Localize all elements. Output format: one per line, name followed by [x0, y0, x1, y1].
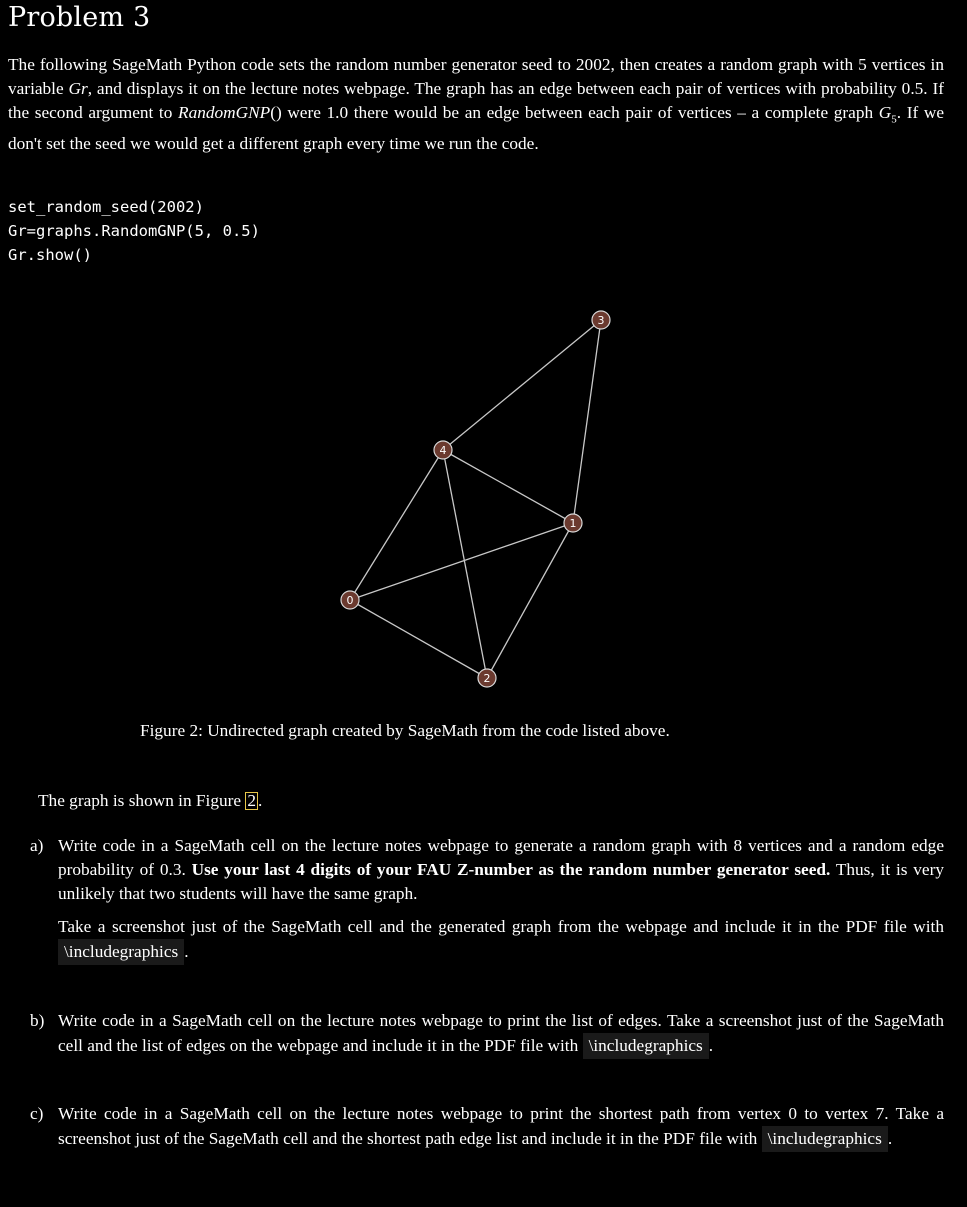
graph-edge-4-2 — [443, 450, 487, 678]
graph-vertex-3 — [592, 311, 610, 329]
vertex-label: 2 — [483, 672, 491, 685]
intro-text-1: The following SageMath Python code sets the random number generator seed to 2002, then creates a random graph with 5 vertices in variable — [8, 55, 944, 99]
intro-text-4: . If we don't set the seed we would get a different graph every time we run the code. — [8, 103, 944, 154]
graph-vertex-1 — [564, 514, 582, 532]
item-a-text-3: Take a screenshot just of the SageMath cell and the generated graph from the webpage and include it in the PDF file with — [58, 916, 944, 936]
graph-edge-0-1 — [350, 523, 573, 600]
graph-edge-0-4 — [350, 450, 443, 600]
vertex-label: 3 — [597, 314, 605, 327]
includegraphics-code: \includegraphics — [58, 939, 184, 965]
graph-edge-0-2 — [350, 600, 487, 678]
graph-nodes — [341, 311, 610, 687]
item-a-text-2: Thus, it is very unlikely that two students will have the same graph. — [58, 860, 944, 904]
item-b-text-1: Write code in a SageMath cell on the lecture notes webpage to print the list of edges. Take a screenshot just of the SageMath cell and the list of edges on the webpage and include it in the PDF file with — [58, 1011, 944, 1056]
figure-caption: Figure 2: Undirected graph created by SageMath from the code listed above. — [140, 721, 670, 740]
graph-edge-4-3 — [443, 320, 601, 450]
item-c — [30, 1102, 944, 1152]
code-line: Gr.show() — [8, 246, 92, 264]
graph-edge-4-1 — [443, 450, 573, 523]
graph-vertex-0 — [341, 591, 359, 609]
item-b-end: . — [708, 1036, 714, 1056]
func-randomgnp: RandomGNP — [178, 103, 271, 123]
code-line: set_random_seed(2002) — [8, 198, 204, 216]
includegraphics-code: \includegraphics — [583, 1033, 709, 1059]
graph-edge-1-2 — [487, 523, 573, 678]
shown-end: . — [258, 791, 263, 810]
vertex-label: 1 — [569, 517, 577, 530]
item-c-text-1: Write code in a SageMath cell on the lecture notes webpage to print the shortest path from vertex 0 to vertex 7. Take a screenshot just of the SageMath cell and the shortest path edge list and include it in the PDF file with — [58, 1104, 944, 1149]
item-b — [30, 1009, 944, 1059]
figure-reference-link[interactable]: 2 — [247, 791, 256, 810]
code-line: Gr=graphs.RandomGNP(5, 0.5) — [8, 222, 260, 240]
graph-figure — [0, 300, 967, 700]
item-a-screenshot-text — [58, 915, 944, 965]
complete-graph-subscript: 5 — [891, 113, 897, 126]
intro-paragraph — [8, 53, 944, 156]
item-label: a) — [30, 836, 44, 855]
var-gr: Gr — [68, 79, 88, 99]
shown-text: The graph is shown in Figure — [38, 791, 246, 810]
item-c-end: . — [887, 1129, 893, 1149]
graph-vertex-4 — [434, 441, 452, 459]
item-label: b) — [30, 1011, 45, 1030]
intro-text-3: () were 1.0 there would be an edge between each pair of vertices – a complete graph — [270, 103, 879, 123]
item-a-text — [58, 834, 944, 907]
code-listing — [8, 195, 260, 267]
item-a-end: . — [184, 941, 189, 961]
intro-text-2: , and displays it on the lecture notes webpage. The graph has an edge between each pair of vertices with probability 0.5. If the second argument to — [8, 79, 944, 123]
item-a — [30, 834, 944, 965]
graph-edges — [350, 320, 601, 678]
item-c-text — [58, 1102, 944, 1152]
item-a-text-1: Write code in a SageMath cell on the lecture notes webpage to generate a random graph with 8 vertices and a random edge probability of 0.3. — [58, 836, 944, 880]
item-label: c) — [30, 1104, 44, 1123]
graph-edge-3-1 — [573, 320, 601, 523]
vertex-label: 0 — [346, 594, 354, 607]
item-b-text — [58, 1009, 944, 1059]
includegraphics-code: \includegraphics — [762, 1126, 888, 1152]
graph-shown-sentence — [38, 791, 262, 811]
vertex-label: 4 — [439, 444, 447, 457]
item-a-bold: Use your last 4 digits of your FAU Z-number as the random number generator seed. — [191, 860, 831, 880]
graph-vertex-2 — [478, 669, 496, 687]
problem-title: Problem 3 — [8, 2, 151, 33]
complete-graph-symbol: G — [878, 103, 892, 123]
